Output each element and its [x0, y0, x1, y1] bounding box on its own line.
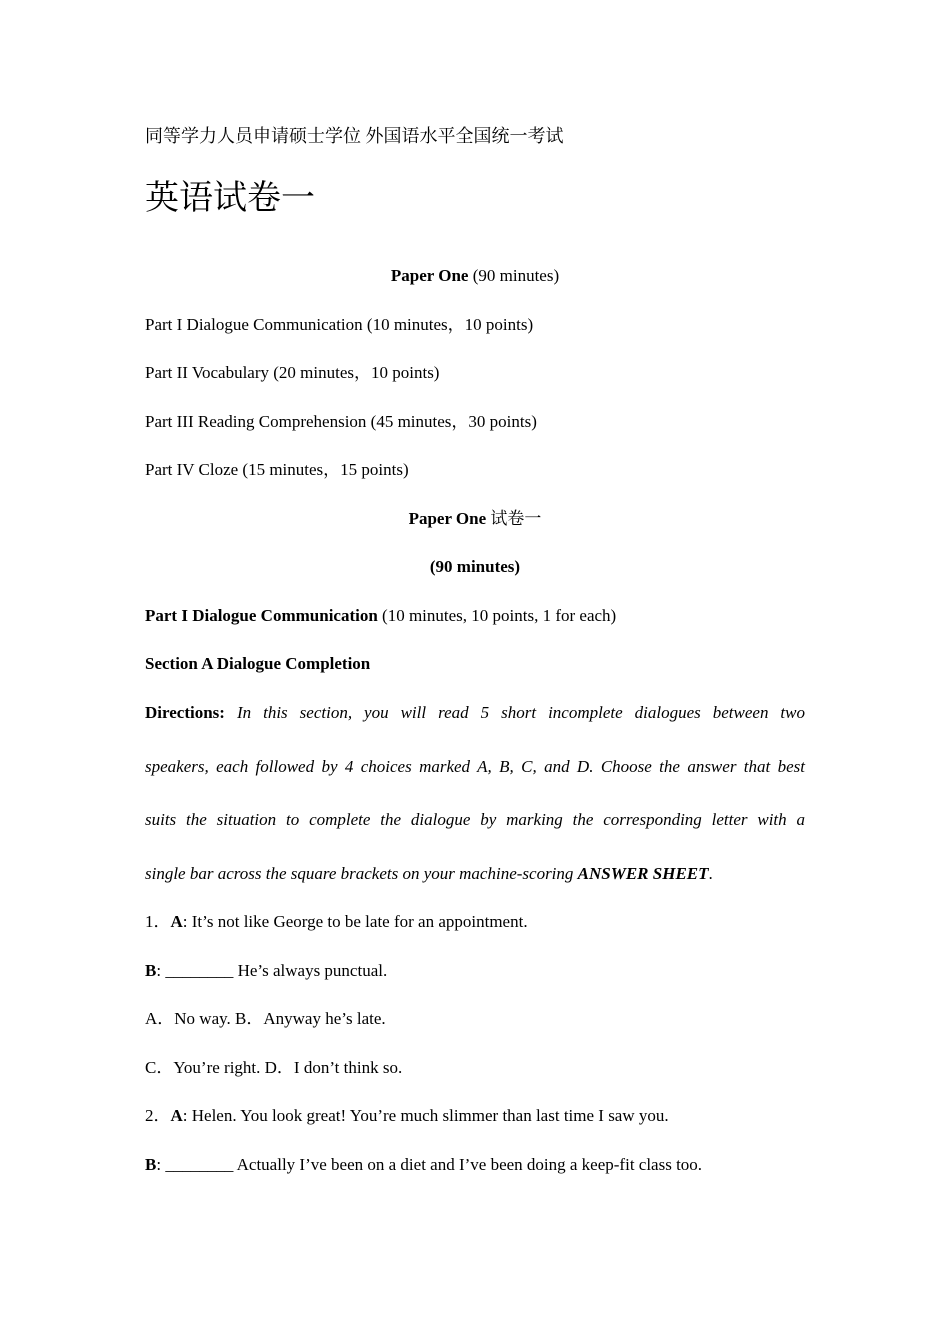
overview-paper-label: Paper One [390, 266, 469, 285]
directions-text-3: suits the situation to complete the dialogue by marking the corresponding letter with a [145, 810, 805, 829]
question-1-b-text: : ________ He’s always punctual. [156, 961, 388, 980]
question-2-response [145, 1155, 805, 1175]
directions-text-4: single bar across the square brackets on your machine-scoring [145, 864, 578, 883]
overview-heading [145, 266, 805, 286]
directions-line-4 [145, 864, 805, 884]
question-2-number: 2． [145, 1106, 171, 1125]
paper-time-text: (90 minutes) [429, 557, 521, 576]
question-2-b-text: : ________ Actually I’ve been on a diet and I’ve been doing a keep-fit class too. [156, 1155, 703, 1174]
exam-title: 英语试卷一 [145, 180, 315, 217]
directions-text-1: In this section, you will read 5 short incomplete dialogues between two [236, 703, 805, 722]
section-a-heading [145, 654, 805, 674]
question-1-options-1: A．No way. B．Anyway he’s late. [145, 1009, 386, 1028]
section-a-title: Section A Dialogue Completion [145, 654, 371, 673]
question-2-prompt [145, 1106, 805, 1126]
overview-part-4: Part IV Cloze (15 minutes，15 points) [145, 460, 409, 479]
directions-line-2 [145, 757, 805, 777]
directions-end: . [708, 864, 713, 883]
question-2-a-text: : Helen. You look great! You’re much slimmer than last time I saw you. [182, 1106, 669, 1125]
exam-subtitle: 同等学力人员申请硕士学位 外国语水平全国统一考试 [145, 126, 564, 146]
question-1-response [145, 961, 805, 981]
answer-sheet-text: ANSWER SHEET [577, 864, 709, 883]
directions-line-3 [145, 810, 805, 830]
question-1-speaker-b: B [145, 961, 157, 980]
overview-part-2: Part II Vocabulary (20 minutes，10 points) [145, 363, 440, 382]
overview-part-3: Part III Reading Comprehension (45 minutes，30 points) [145, 412, 537, 431]
directions-line-1 [145, 703, 805, 723]
question-2-speaker-b: B [145, 1155, 157, 1174]
paper-label: Paper One [408, 509, 487, 528]
directions-text-2: speakers, each followed by 4 choices marked A, B, C, and D. Choose the answer that best [145, 757, 805, 776]
question-1-speaker-a: A [170, 912, 183, 931]
paper-heading [145, 509, 805, 529]
question-2-speaker-a: A [170, 1106, 183, 1125]
question-1-number: 1． [145, 912, 171, 931]
question-1-a-text: : It’s not like George to be late for an appointment. [182, 912, 528, 931]
part1-title: Part I Dialogue Communication [145, 606, 378, 625]
question-1-prompt [145, 912, 805, 932]
overview-part-1: Part I Dialogue Communication (10 minutes，10 points) [145, 315, 534, 334]
part1-details: (10 minutes, 10 points, 1 for each) [377, 606, 617, 625]
paper-time [145, 557, 805, 577]
directions-label: Directions: [145, 703, 225, 722]
part1-heading [145, 606, 805, 626]
question-1-options-2: C．You’re right. D．I don’t think so. [145, 1058, 403, 1077]
overview-paper-time: (90 minutes) [468, 266, 560, 285]
paper-label-cn: 试卷一 [486, 509, 542, 528]
